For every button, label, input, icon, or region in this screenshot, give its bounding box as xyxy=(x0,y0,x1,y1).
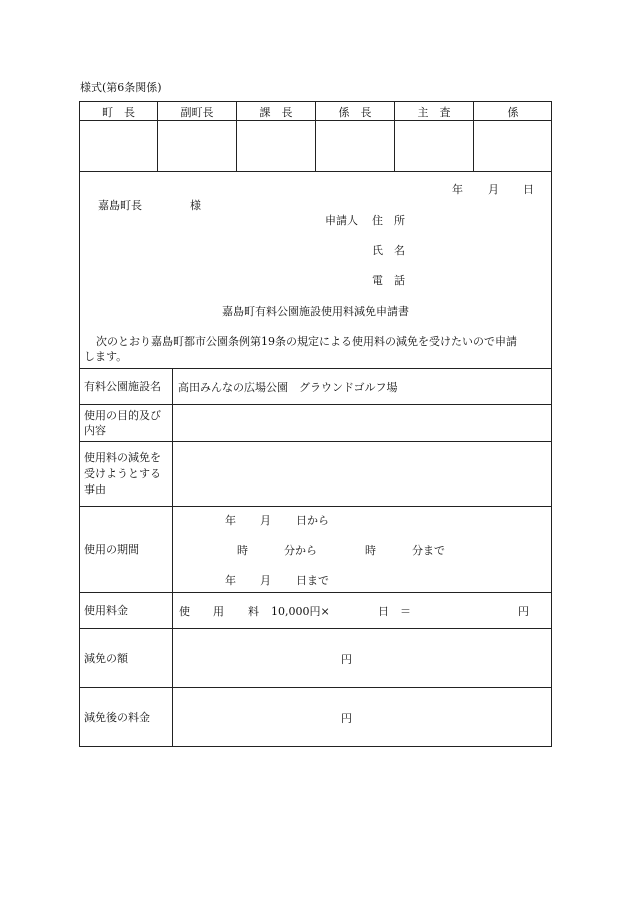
fee-text-part1: 使 xyxy=(179,605,190,618)
reduction-label: 減免の額 xyxy=(84,652,128,665)
after-fee-label: 減免後の料金 xyxy=(84,711,150,724)
fee-text-part2: 用 xyxy=(213,605,224,618)
form-label: 様式(第6条関係) xyxy=(80,81,162,94)
stamp-cell-section-chief[interactable] xyxy=(237,121,315,171)
reason-label-line1: 使用料の減免を xyxy=(84,451,161,464)
addressee-name: 嘉島町長 xyxy=(98,199,142,212)
addressee-honorific: 様 xyxy=(190,199,201,212)
intro-text-line2: します。 xyxy=(84,350,128,363)
date-year: 年 xyxy=(452,183,463,196)
stamp-cell-mayor[interactable] xyxy=(80,121,157,171)
date-month: 月 xyxy=(488,183,499,196)
fee-rate: 10,000円× xyxy=(271,605,330,618)
approval-header-inspector: 主 査 xyxy=(417,106,451,119)
approval-header-vice-mayor: 副町長 xyxy=(180,106,214,119)
applicant-name-label: 氏 名 xyxy=(372,244,405,257)
period-start-hour: 時 xyxy=(237,544,248,557)
intro-text-line1: 次のとおり嘉島町都市公園条例第19条の規定による使用料の減免を受けたいので申請 xyxy=(96,335,517,348)
purpose-label-line2: 内容 xyxy=(84,424,106,437)
facility-value[interactable]: 高田みんなの広場公園 グラウンドゴルフ場 xyxy=(178,381,398,394)
purpose-label-line1: 使用の目的及び xyxy=(84,409,161,422)
stamp-cell-inspector[interactable] xyxy=(395,121,473,171)
applicant-label: 申請人 xyxy=(325,214,358,227)
fee-text-part3: 料 xyxy=(248,605,259,618)
period-end-day: 日まで xyxy=(296,574,329,587)
reason-label-line3: 事由 xyxy=(84,483,106,496)
period-start-month: 月 xyxy=(260,514,271,527)
date-day: 日 xyxy=(523,183,534,196)
fee-day: 日 xyxy=(378,605,389,618)
fee-label: 使用料金 xyxy=(84,604,128,617)
approval-header-section-chief: 課 長 xyxy=(259,106,293,119)
period-start-minute: 分から xyxy=(284,544,317,557)
fee-equals: ＝ xyxy=(400,605,411,618)
applicant-phone-label: 電 話 xyxy=(372,274,405,287)
period-end-minute: 分まで xyxy=(412,544,445,557)
period-start-year: 年 xyxy=(225,514,236,527)
period-label: 使用の期間 xyxy=(84,543,139,556)
approval-header-mayor: 町 長 xyxy=(102,106,135,119)
stamp-cell-subsection-chief[interactable] xyxy=(316,121,394,171)
stamp-cell-staff[interactable] xyxy=(474,121,551,171)
period-end-year: 年 xyxy=(225,574,236,587)
purpose-field[interactable] xyxy=(173,405,551,440)
form-title: 嘉島町有料公園施設使用料減免申請書 xyxy=(222,305,409,318)
approval-header-staff: 係 xyxy=(507,106,519,119)
reason-label-line2: 受けようとする xyxy=(84,467,161,480)
reason-field[interactable] xyxy=(173,442,551,505)
facility-label: 有料公園施設名 xyxy=(84,380,161,393)
after-fee-yen: 円 xyxy=(341,712,352,725)
reduction-yen: 円 xyxy=(341,653,352,666)
applicant-address-label: 住 所 xyxy=(372,214,405,227)
period-start-day: 日から xyxy=(296,514,329,527)
period-end-month: 月 xyxy=(260,574,271,587)
period-end-hour: 時 xyxy=(365,544,376,557)
fee-yen: 円 xyxy=(518,605,529,618)
stamp-cell-vice-mayor[interactable] xyxy=(158,121,236,171)
approval-header-subsection-chief: 係 長 xyxy=(338,106,372,119)
